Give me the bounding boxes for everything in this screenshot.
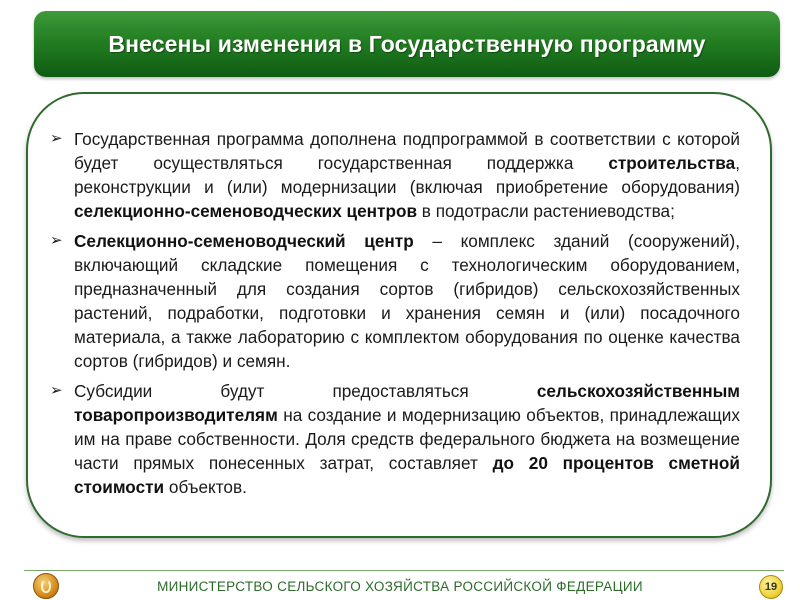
arrow-bullet-icon: ➢	[50, 130, 63, 147]
page-number-badge: 19	[759, 575, 783, 599]
bullet-text: Субсидии будут предоставляться	[74, 381, 537, 401]
arrow-bullet-icon: ➢	[50, 382, 63, 399]
bullet-text: – комплекс зданий (сооружений), включающий складские помещения с технологическим оборудованием, предназначенный для создания сортов (гибридов) сельскохозяйственных растений, подработки, подготовки и хранения семян и (или) посадочного материала, а также лабораторию с комплектом оборудования по оценке качества сортов (гибридов) и семян.	[74, 231, 741, 371]
list-item-subprogram	[50, 127, 740, 223]
bullet-list	[50, 127, 740, 499]
bullet-text: объектов.	[164, 477, 247, 497]
footer-ministry-name: МИНИСТЕРСТВО СЕЛЬСКОГО ХОЗЯЙСТВА РОССИЙСКОЙ ФЕДЕРАЦИИ	[157, 579, 643, 594]
bullet-text: на создание и модернизацию объектов, принадлежащих им на праве собственности. Доля средств федерального бюджета на возмещение части прямых понесенных затрат, составляет	[74, 405, 740, 473]
bullet-bold-text: строительства	[608, 153, 736, 173]
bullet-bold-text: до 20 процентов сметной стоимости	[74, 453, 740, 497]
list-item-definition	[50, 229, 740, 373]
page-title: Внесены изменения в Государственную программу	[108, 30, 706, 57]
bullet-text: Государственная программа дополнена подпрограммой в соответствии с которой будет осуществляться государственная поддержка	[74, 129, 740, 173]
list-item-subsidies	[50, 379, 740, 499]
title-banner	[34, 11, 780, 77]
bullet-bold-text: селекционно-семеноводческих центров	[74, 201, 418, 221]
bullet-bold-text: сельскохозяйственным товаропроизводителям	[74, 381, 740, 425]
bullet-bold-text: Селекционно-семеноводческий центр	[74, 231, 414, 251]
footer-divider	[24, 570, 784, 571]
arrow-bullet-icon: ➢	[50, 232, 63, 249]
bullet-text: в подотрасли растениеводства;	[417, 201, 675, 221]
bullet-text: , реконструкции и (или) модернизации (включая приобретение оборудования)	[74, 153, 740, 197]
